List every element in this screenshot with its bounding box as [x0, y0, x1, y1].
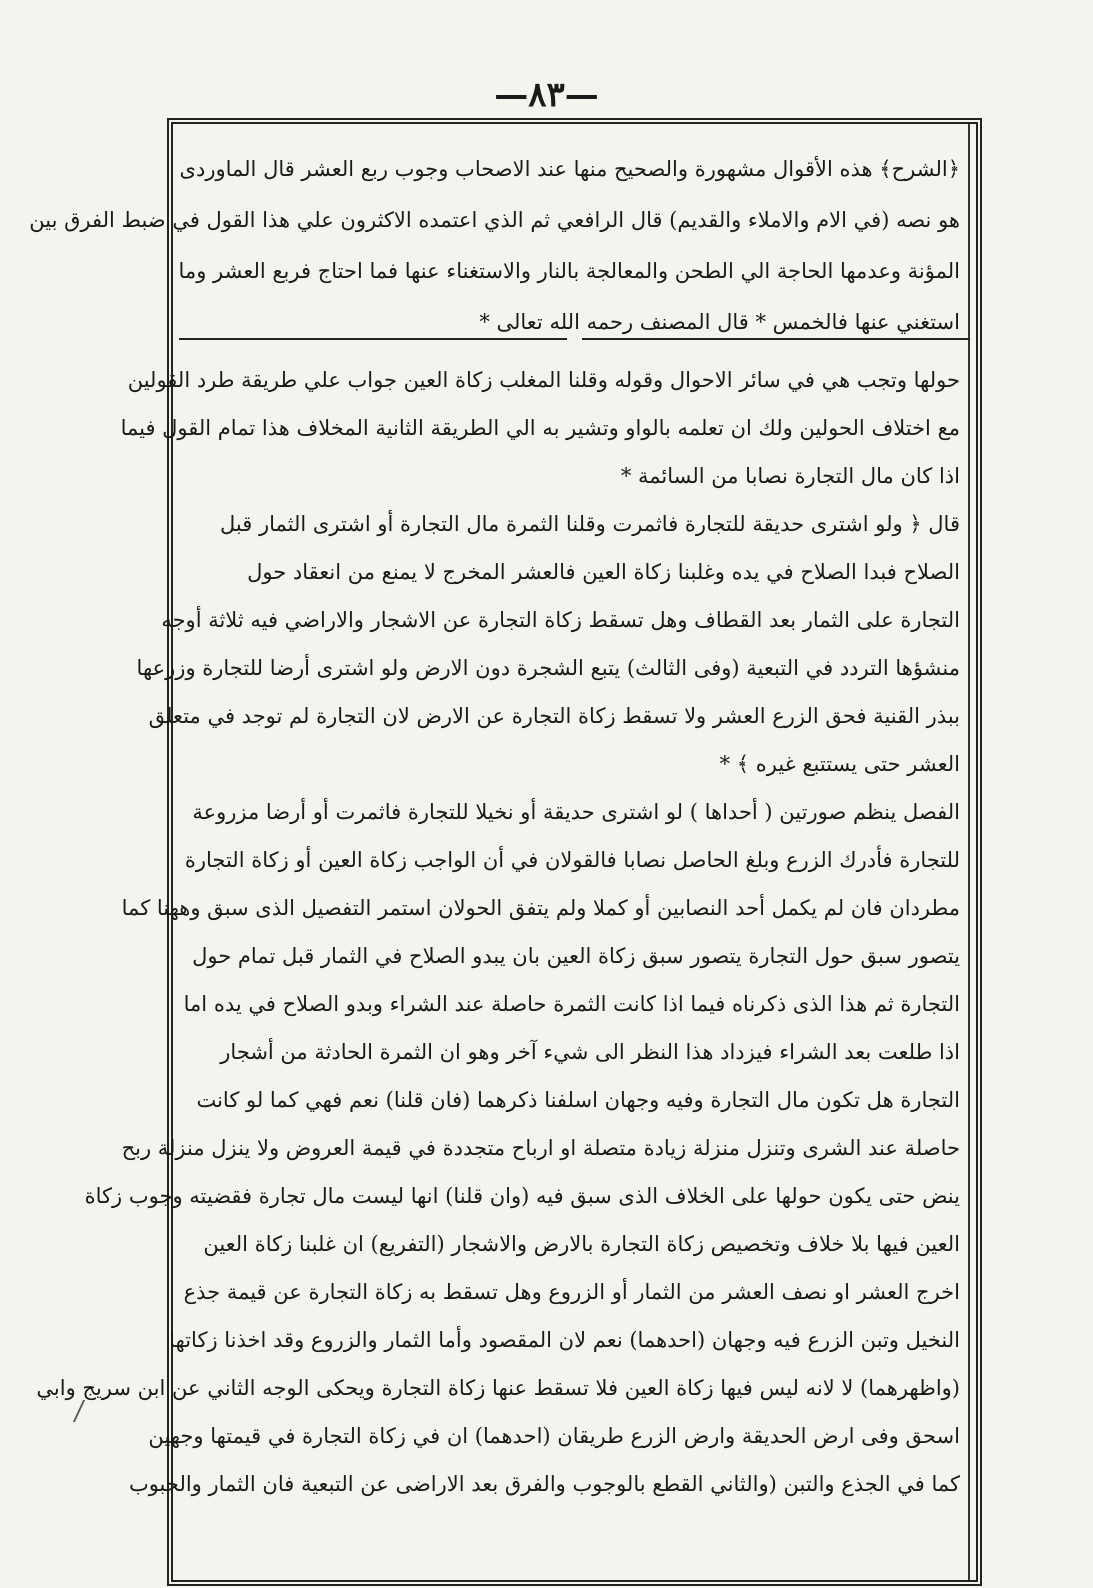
text-line: مع اختلاف الحولين ولك ان تعلمه بالواو وتشير به الي الطريقة الثانية المخلاف هذا تمام القول فيما	[120, 416, 960, 440]
text-line: كما في الجذع والتبن (والثاني القطع بالوجوب والفرق بعد الاراضى عن التبعية فان الثمار والحبوب	[128, 1472, 960, 1496]
text-line: قال ﴿ ولو اشترى حديقة للتجارة فاثمرت وقلنا الثمرة مال التجارة أو اشترى الثمار قبل	[220, 512, 960, 536]
text-line: الصلاح فبدا الصلاح في يده وغلبنا زكاة العين فالعشر المخرج لا يمنع من انعقاد حول	[247, 560, 960, 584]
page-number: —٨٣—	[494, 75, 599, 115]
commentary-line: ﴿الشرح﴾ هذه الأقوال مشهورة والصحيح منها عند الاصحاب وجوب ربع العشر قال الماوردى	[179, 157, 960, 181]
section-separator	[173, 334, 976, 344]
text-line: العين فيها بلا خلاف وتخصيص زكاة التجارة بالارض والاشجار (التفريع) ان غلبنا زكاة العين	[203, 1232, 960, 1256]
text-line: النخيل وتبن الزرع فيه وجهان (احدهما) نعم لان المقصود وأما الثمار والزروع وقد اخذنا زكاتها	[169, 1328, 960, 1352]
text-line: اخرج العشر او نصف العشر من الثمار أو الزروع وهل تسقط به زكاة التجارة عن قيمة جذع	[183, 1280, 960, 1304]
text-line: اسحق وفى ارض الحديقة وارض الزرع طريقان (احدهما) ان في زكاة التجارة في قيمتها وجهين	[148, 1424, 960, 1448]
text-line: التجارة هل تكون مال التجارة وفيه وجهان اسلفنا ذكرهما (فان قلنا) نعم فهي كما لو كانت	[196, 1088, 960, 1112]
page-frame	[29, 118, 982, 1586]
commentary-block	[29, 144, 960, 348]
text-line: يتصور سبق حول التجارة يتصور سبق زكاة العين بان يبدو الصلاح في الثمار قبل تمام حول	[192, 944, 960, 968]
text-line: ينض حتى يكون حولها على الخلاف الذى سبق فيه (وان قلنا) انها ليست مال تجارة فقضيته وجوب زكاة	[84, 1184, 960, 1208]
text-line: الفصل ينظم صورتين ( أحداها ) لو اشترى حديقة أو نخيلا للتجارة فاثمرت أو أرضا مزروعة	[192, 800, 960, 824]
commentary-line: هو نصه (في الام والاملاء والقديم) قال الرافعي ثم الذي اعتمده الاكثرون علي هذا القول في ضبط الفرق بين	[29, 208, 960, 232]
text-line: ببذر القنية فحق الزرع العشر ولا تسقط زكاة التجارة عن الارض لان التجارة لم توجد في متعلق	[148, 704, 960, 728]
text-line: للتجارة فأدرك الزرع وبلغ الحاصل نصابا فالقولان في أن الواجب زكاة العين أو زكاة التجارة	[184, 848, 960, 872]
text-line: اذا طلعت بعد الشراء فيزداد هذا النظر الى شيء آخر وهو ان الثمرة الحادثة من أشجار	[220, 1040, 960, 1064]
commentary-line: استغني عنها فالخمس * قال المصنف رحمه الله تعالى *	[479, 310, 960, 334]
text-line: (واظهرهما) لا لانه ليس فيها زكاة العين فلا تسقط عنها زكاة التجارة ويحكى الوجه الثاني عن ابن سريج وابي	[36, 1376, 960, 1400]
main-text-block	[36, 356, 960, 1508]
text-line: مطردان فان لم يكمل أحد النصابين أو كملا ولم يتفق الحولان استمر التفصيل الذى سبق وههنا كما	[121, 896, 960, 920]
text-line: العشر حتى يستتبع غيره ﴾ *	[719, 752, 960, 776]
text-line: التجارة على الثمار بعد القطاف وهل تسقط زكاة التجارة عن الاشجار والاراضي فيه ثلاثة أوجه	[161, 608, 960, 632]
text-line: اذا كان مال التجارة نصابا من السائمة *	[620, 464, 960, 488]
text-line: منشؤها التردد في التبعية (وفى الثالث) يتبع الشجرة دون الارض ولو اشترى أرضا للتجارة وزرعها	[136, 656, 960, 680]
separator-rule-left	[179, 338, 567, 340]
text-line: حولها وتجب هي في سائر الاحوال وقوله وقلنا المغلب زكاة العين جواب علي طريقة طرد القولين	[127, 368, 960, 392]
text-line: حاصلة عند الشرى وتنزل منزلة زيادة متصلة او ارباح متجددة في قيمة العروض ولا ينزل منزلة ربح	[121, 1136, 960, 1160]
commentary-line: المؤنة وعدمها الحاجة الي الطحن والمعالجة بالنار والاستغناء عنها فما احتاج فربع العشر وما	[178, 259, 960, 283]
text-line: التجارة ثم هذا الذى ذكرناه فيما اذا كانت الثمرة حاصلة عند الشراء وبدو الصلاح في يده اما	[183, 992, 960, 1016]
separator-rule-right	[582, 338, 970, 340]
